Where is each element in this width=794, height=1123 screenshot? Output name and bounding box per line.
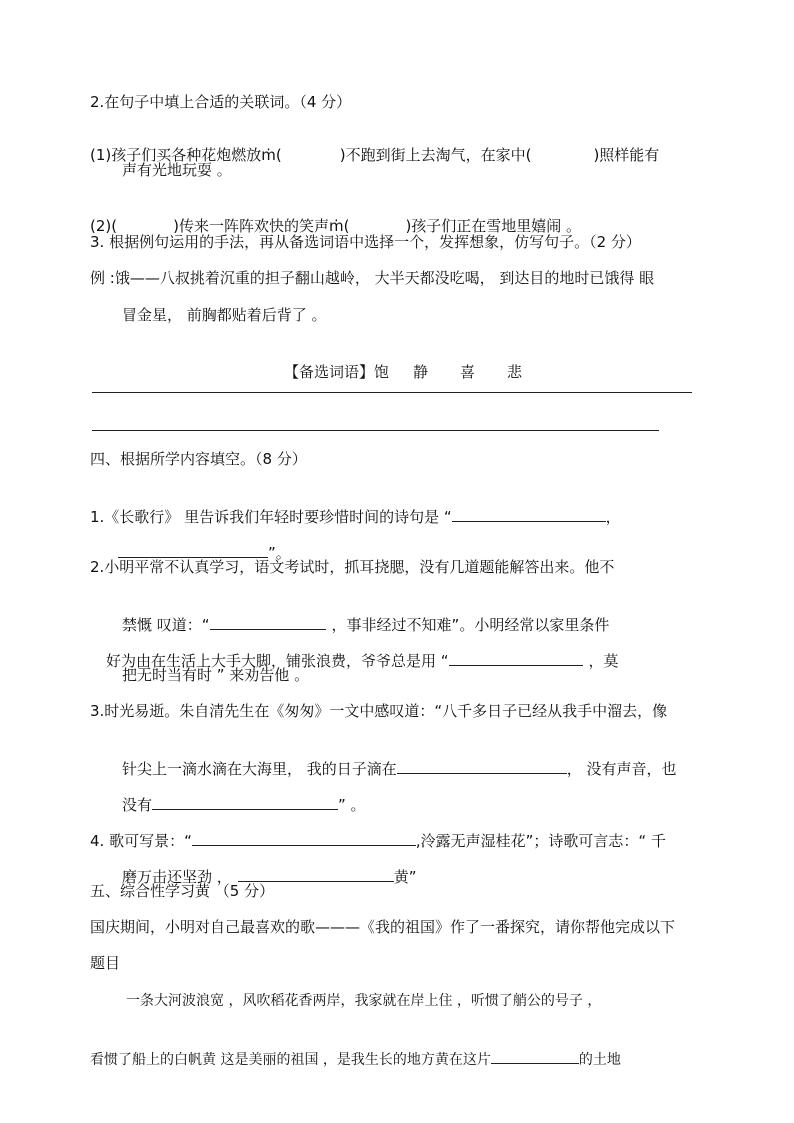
s5-intro-line1: 国庆期间，小明对自己最喜欢的歌———《我的祖国》作了一番探究，请你帮他完成以下 — [90, 918, 676, 936]
s4-item2-line1: 2.小明平常不认真学习，语文考试时，抓耳挠腮，没有几道题能解答出来。他不 — [90, 558, 615, 576]
s4-item1-text-c: ”。 — [268, 544, 291, 562]
q2-s2-glitch: ṁ( — [328, 217, 350, 235]
q3-word-bank — [284, 342, 522, 382]
section5-title: 五、综合性学习黄 （5 分） — [90, 882, 275, 900]
q2-s1-text-a: (1)孩子们买各种花炮燃放 — [90, 146, 262, 164]
s4-item3-line1: 3.时光易逝。朱自清先生在《匆匆》一文中感叹道：“八千多日子已经从我手中溜去，像 — [90, 702, 668, 720]
s4-item1-blank-1[interactable] — [452, 505, 606, 522]
s4-item3-text-d: 没有 — [122, 796, 153, 814]
q2-s1-paren-close: ) — [339, 146, 346, 164]
s4-item4-blank-2[interactable] — [238, 865, 394, 882]
s4-item2-text-b: 禁慨 叹道：“ — [122, 616, 210, 634]
s4-item2-text-c: ，事非经过不知难”。小明经常以家里条件 — [331, 616, 610, 634]
s4-item1-text-b: ， — [605, 508, 621, 526]
q3-word-bank-label: 【备选词语】饱 — [284, 363, 390, 381]
s5-lyrics-text-b: 看惯了船上的白帆黄 这是美丽的祖国 ，是我生长的地方黄在这片 — [90, 1052, 491, 1068]
s4-item4-text-a: 4. 歌可写景：“ — [90, 832, 192, 850]
s4-item3-text-e: ” 。 — [338, 796, 366, 814]
q2-s1-text-b: 不跑到街上去淘气，在家中( — [345, 146, 532, 164]
s4-item1-blank-2[interactable] — [118, 541, 268, 558]
s4-item4-blank-1[interactable] — [192, 829, 416, 846]
s5-intro-line2: 题目 — [90, 954, 121, 972]
s5-lyrics-line1: 一条大河波浪宽 ，风吹稻花香两岸，我家就在岸上住 ，听惯了艄公的号子 ， — [126, 993, 602, 1009]
s4-item2-blank-1[interactable] — [210, 613, 326, 630]
section4-title: 四、根据所学内容填空。（8 分） — [90, 450, 307, 468]
s4-item2-text-e: ，莫 — [588, 652, 619, 670]
s4-item3-blank-1[interactable] — [397, 757, 567, 774]
s4-item4-text-c: 磨万击还坚劲 ， — [122, 868, 232, 886]
q2-s2-text-a: (2)( — [90, 217, 118, 235]
s4-item4-text-d: 黄” — [393, 868, 417, 886]
q3-word-xi: 喜 — [460, 363, 476, 381]
q3-answer-line-1[interactable] — [92, 392, 692, 393]
q2-sentence-1 — [90, 125, 659, 165]
s4-item3-text-b: 针尖上一滴水滴在大海里， 我的日子滴在 — [122, 760, 397, 778]
q2-s1-continued: 声有光地玩耍 。 — [122, 161, 232, 179]
s4-item2-blank-2[interactable] — [449, 649, 583, 666]
q3-title: 3. 根据例句运用的手法，再从备选词语中选择一个，发挥想象，仿写句子。（2 分） — [90, 233, 641, 251]
q2-s1-glitch: ṁ( — [261, 146, 282, 164]
q3-word-bei: 悲 — [507, 363, 523, 381]
s5-lyrics-text-c: 的土地 — [578, 1052, 621, 1068]
q2-title: 2.在句子中填上合适的关联词。（4 分） — [90, 93, 352, 111]
q3-example-line-1: 例 :饿——八叔挑着沉重的担子翻山越岭， 大半天都没吃喝， 到达目的地时已饿得 眼 — [90, 269, 655, 287]
s5-lyrics-line2 — [90, 1027, 621, 1070]
s4-item4-text-b: ,泠露无声湿桂花”；诗歌可言志：“ 千 — [415, 832, 666, 850]
q2-s2-text-c: )孩子们正在雪地里嬉闹 。 — [405, 217, 582, 235]
q2-s1-text-c: )照样能有 — [593, 146, 660, 164]
s4-item1-text-a: 1.《长歌行》 里告诉我们年轻时要珍惜时间的诗句是 “ — [90, 508, 452, 526]
s4-item2-text-d: 好为由在生活上大手大脚，铺张浪费，爷爷总是用 “ — [106, 652, 449, 670]
s4-item2-line4: 把无时当有时 ” 来劝告他 。 — [122, 666, 310, 684]
q3-answer-line-2[interactable] — [92, 430, 659, 431]
s4-item3-blank-2[interactable] — [152, 793, 338, 810]
s5-lyrics-blank[interactable] — [491, 1047, 579, 1064]
q3-example-line-2: 冒金星， 前胸都贴着后背了 。 — [122, 306, 327, 324]
q3-word-jing: 静 — [413, 363, 429, 381]
q2-sentence-2 — [90, 196, 581, 236]
s4-item3-text-c: ， 没有声音，也 — [566, 760, 677, 778]
q2-s2-text-b: )传来一阵阵欢快的笑声 — [173, 217, 329, 235]
